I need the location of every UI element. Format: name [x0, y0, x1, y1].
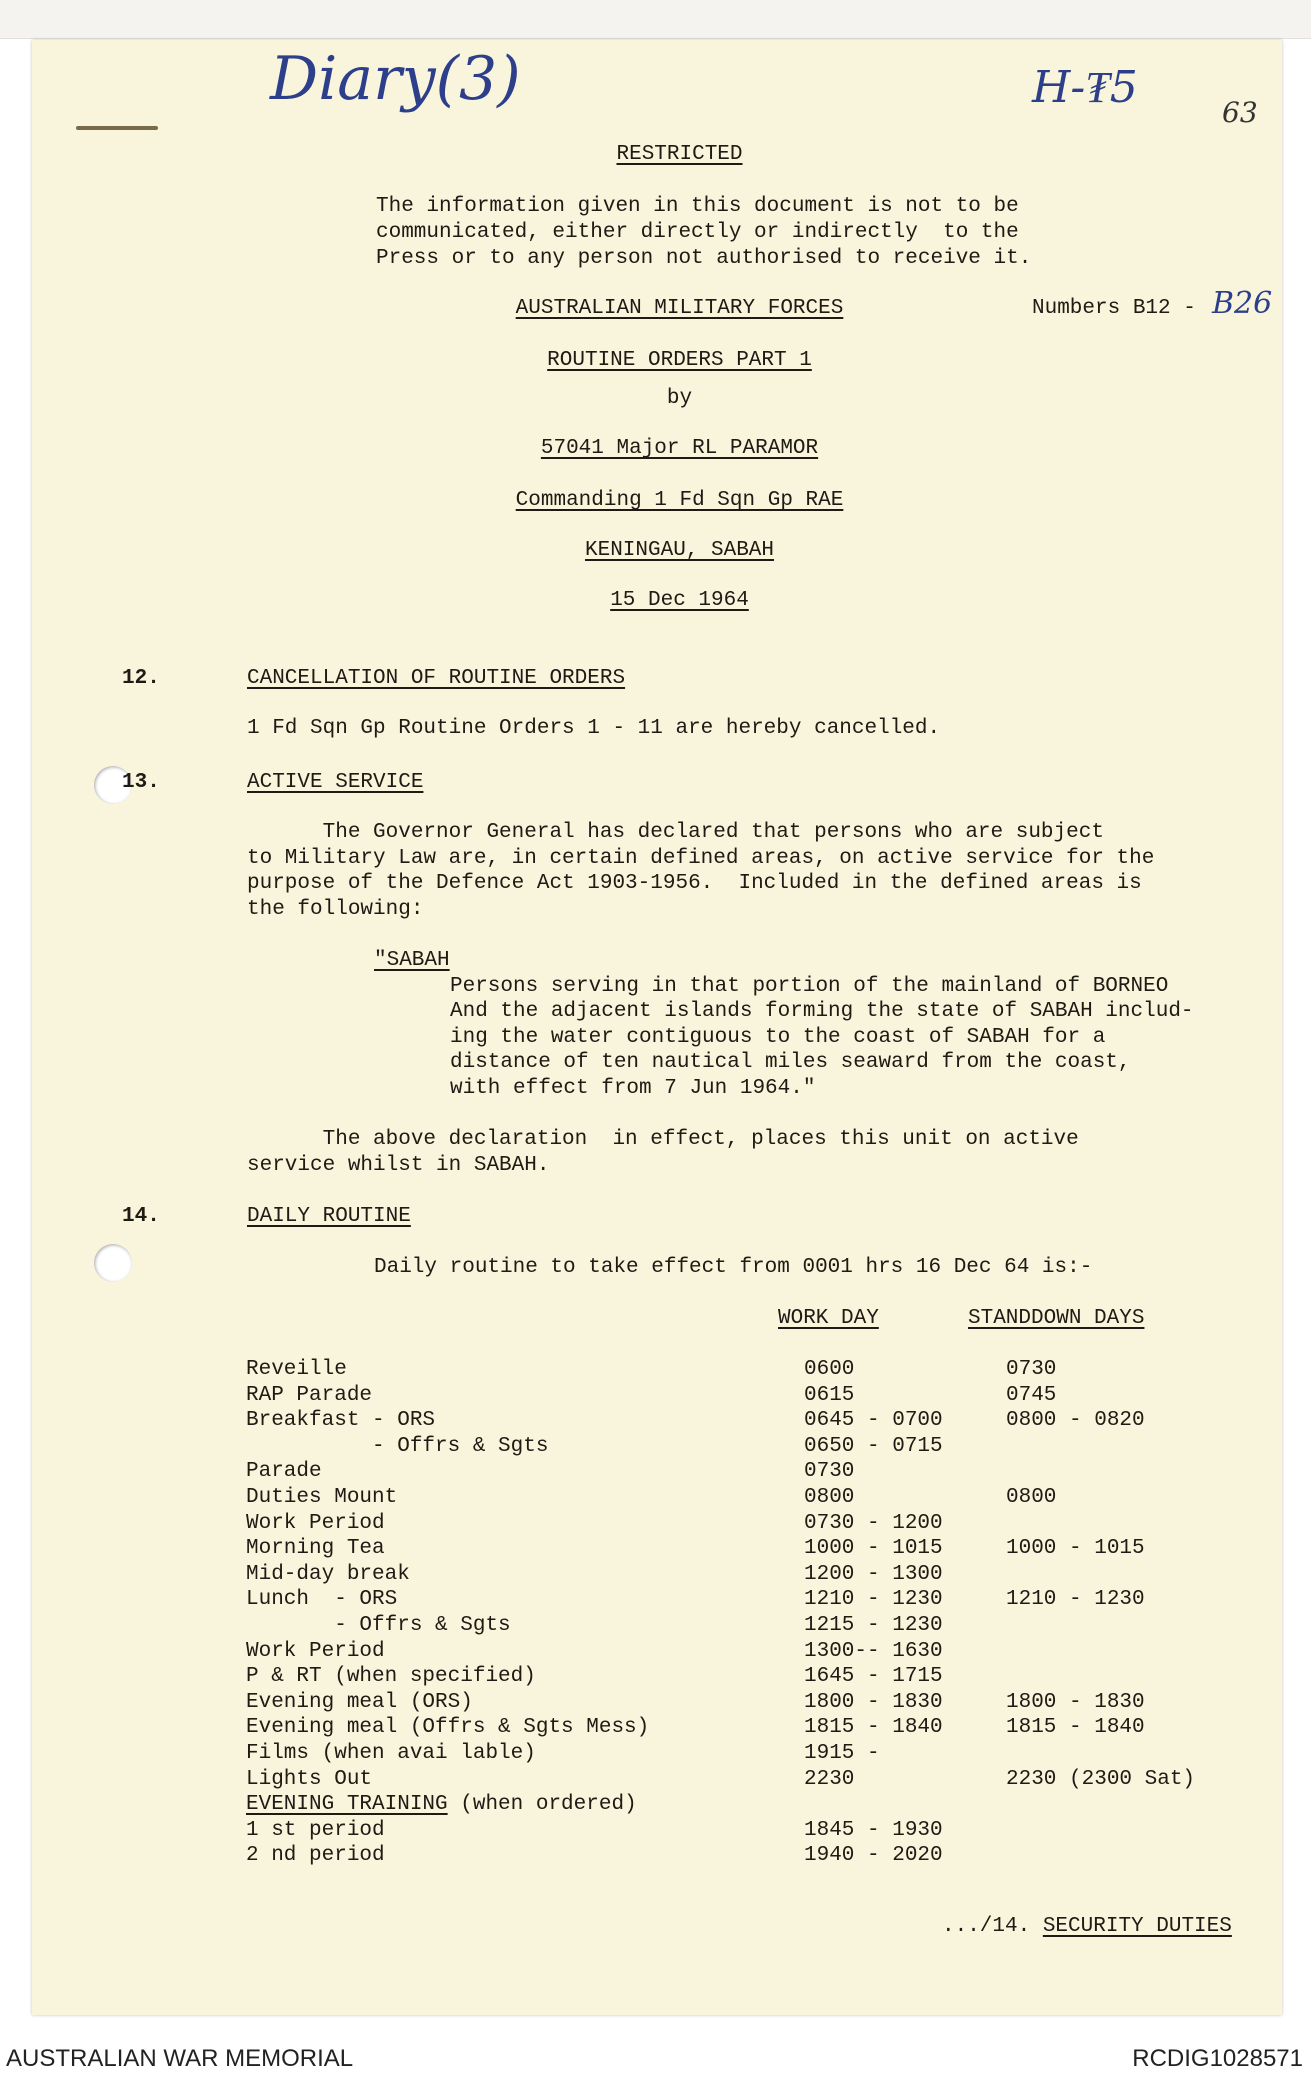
quote-line: And the adjacent islands forming the state of SABAH includ- [450, 1000, 1194, 1023]
routine-row-standdown-time: 1815 - 1840 [1006, 1716, 1145, 1739]
classification-heading: RESTRICTED [616, 143, 743, 166]
handwritten-numbers-range: B26 [1212, 286, 1273, 321]
routine-row-work-time: 1800 - 1830 [804, 1691, 943, 1714]
footer-institution: AUSTRALIAN WAR MEMORIAL [6, 2045, 354, 2072]
command-line: Commanding 1 Fd Sqn Gp RAE [515, 489, 844, 512]
routine-row-work-time: 1200 - 1300 [804, 1563, 943, 1586]
handwritten-reference: H-₮5 [1032, 62, 1138, 113]
section-number: 13. [122, 771, 160, 794]
routine-row-work-time: 1915 - [804, 1742, 880, 1765]
routine-row-work-time: 0615 [804, 1384, 855, 1407]
routine-row-work-time: 0800 [804, 1486, 855, 1509]
paragraph-line: to Military Law are, in certain defined areas, on active service for the [247, 847, 1155, 870]
routine-row-work-time: 1000 - 1015 [804, 1537, 943, 1560]
warning-line: Press or to any person not authorised to receive it. [376, 247, 1032, 270]
routine-row-label: Evening meal (ORS) [246, 1691, 473, 1714]
routine-row-label: Work Period [246, 1640, 385, 1663]
routine-row-work-time: 0730 - 1200 [804, 1512, 943, 1535]
footer-catalogue-id: RCDIG1028571 [1132, 2045, 1303, 2072]
warning-line: communicated, either directly or indirectly to the [376, 221, 1019, 244]
routine-row-label: Work Period [246, 1512, 385, 1535]
section-number: 12. [122, 667, 160, 690]
location-line: KENINGAU, SABAH [584, 539, 775, 562]
routine-row-standdown-time: 1800 - 1830 [1006, 1691, 1145, 1714]
routine-row-work-time: 1215 - 1230 [804, 1614, 943, 1637]
routine-row-label: Morning Tea [246, 1537, 385, 1560]
paragraph-line: purpose of the Defence Act 1903-1956. Included in the defined areas is [247, 872, 1142, 895]
column-header-standdown: STANDDOWN DAYS [968, 1307, 1145, 1330]
routine-row-standdown-time: 0800 - 0820 [1006, 1409, 1145, 1432]
routine-row-standdown-time: 1000 - 1015 [1006, 1537, 1145, 1560]
by-line: by [666, 387, 693, 410]
numbers-label: Numbers B12 - [1032, 297, 1196, 320]
quote-line: distance of ten nautical miles seaward from the coast, [450, 1051, 1131, 1074]
quote-line: with effect from 7 Jun 1964." [450, 1077, 816, 1100]
routine-row-label: - Offrs & Sgts [246, 1614, 511, 1637]
routine-row-label: P & RT (when specified) [246, 1665, 536, 1688]
routine-intro: Daily routine to take effect from 0001 hrs 16 Dec 64 is:- [374, 1256, 1093, 1279]
staple-mark [76, 126, 158, 130]
routine-row-label: Lights Out [246, 1768, 373, 1791]
handwritten-page-number: 63 [1222, 96, 1258, 129]
routine-row-work-time: 1300-- 1630 [804, 1640, 943, 1663]
evening-training-line [246, 1792, 637, 1818]
routine-row-work-time: 1645 - 1715 [804, 1665, 943, 1688]
handwritten-diary-note: Diary(3) [270, 44, 521, 114]
routine-row-label: RAP Parade [246, 1384, 373, 1407]
top-strip [0, 0, 1311, 39]
routine-row-label: Lunch - ORS [246, 1588, 398, 1611]
quote-line: ing the water contiguous to the coast of SABAH for a [450, 1026, 1106, 1049]
routine-row-label: Films (when avai lable) [246, 1742, 536, 1765]
paragraph-line: The above declaration in effect, places this unit on active [247, 1128, 1079, 1151]
routine-row-work-time: 2230 [804, 1768, 855, 1791]
routine-row-work-time: 1210 - 1230 [804, 1588, 943, 1611]
section-number: 14. [122, 1205, 160, 1228]
evening-training-heading: EVENING TRAINING [246, 1793, 448, 1816]
section-text: 1 Fd Sqn Gp Routine Orders 1 - 11 are hereby cancelled. [247, 717, 941, 740]
routine-row-work-time: 0730 [804, 1460, 855, 1483]
organisation-heading: AUSTRALIAN MILITARY FORCES [515, 297, 844, 320]
continuation-heading: SECURITY DUTIES [1042, 1915, 1232, 1938]
evening-row-time: 1940 - 2020 [804, 1844, 943, 1867]
evening-row-label: 1 st period [246, 1819, 385, 1842]
document-date: 15 Dec 1964 [610, 589, 749, 612]
routine-row-work-time: 0650 - 0715 [804, 1435, 943, 1458]
routine-row-label: - Offrs & Sgts [246, 1435, 549, 1458]
routine-row-standdown-time: 0730 [1006, 1358, 1057, 1381]
routine-row-standdown-time: 0745 [1006, 1384, 1057, 1407]
paragraph-line: the following: [247, 898, 424, 921]
warning-line: The information given in this document is not to be [376, 195, 1019, 218]
quote-heading: "SABAH [374, 949, 450, 972]
section-heading: DAILY ROUTINE [247, 1205, 411, 1228]
evening-row-time: 1845 - 1930 [804, 1819, 943, 1842]
paragraph-line: service whilst in SABAH. [247, 1154, 550, 1177]
section-heading: CANCELLATION OF ROUTINE ORDERS [247, 667, 626, 690]
routine-row-label: Reveille [246, 1358, 347, 1381]
evening-row-label: 2 nd period [246, 1844, 385, 1867]
routine-row-label: Breakfast - ORS [246, 1409, 436, 1432]
evening-training-note: (when ordered) [447, 1793, 637, 1816]
document-title: ROUTINE ORDERS PART 1 [547, 349, 812, 372]
routine-row-label: Mid-day break [246, 1563, 410, 1586]
routine-row-work-time: 0600 [804, 1358, 855, 1381]
paragraph-line: The Governor General has declared that persons who are subject [247, 821, 1104, 844]
section-heading: ACTIVE SERVICE [247, 771, 424, 794]
routine-row-label: Parade [246, 1460, 322, 1483]
routine-row-label: Duties Mount [246, 1486, 398, 1509]
routine-row-standdown-time: 2230 (2300 Sat) [1006, 1768, 1196, 1791]
routine-row-standdown-time: 1210 - 1230 [1006, 1588, 1145, 1611]
column-header-work-day: WORK DAY [778, 1307, 879, 1330]
routine-row-work-time: 1815 - 1840 [804, 1716, 943, 1739]
continuation-line [942, 1914, 1232, 1940]
punch-hole-lower [94, 1244, 132, 1282]
officer-name: 57041 Major RL PARAMOR [540, 437, 819, 460]
continuation-prefix: .../14. [942, 1915, 1043, 1938]
routine-row-work-time: 0645 - 0700 [804, 1409, 943, 1432]
routine-row-standdown-time: 0800 [1006, 1486, 1057, 1509]
routine-row-label: Evening meal (Offrs & Sgts Mess) [246, 1716, 650, 1739]
quote-line: Persons serving in that portion of the mainland of BORNEO [450, 975, 1169, 998]
